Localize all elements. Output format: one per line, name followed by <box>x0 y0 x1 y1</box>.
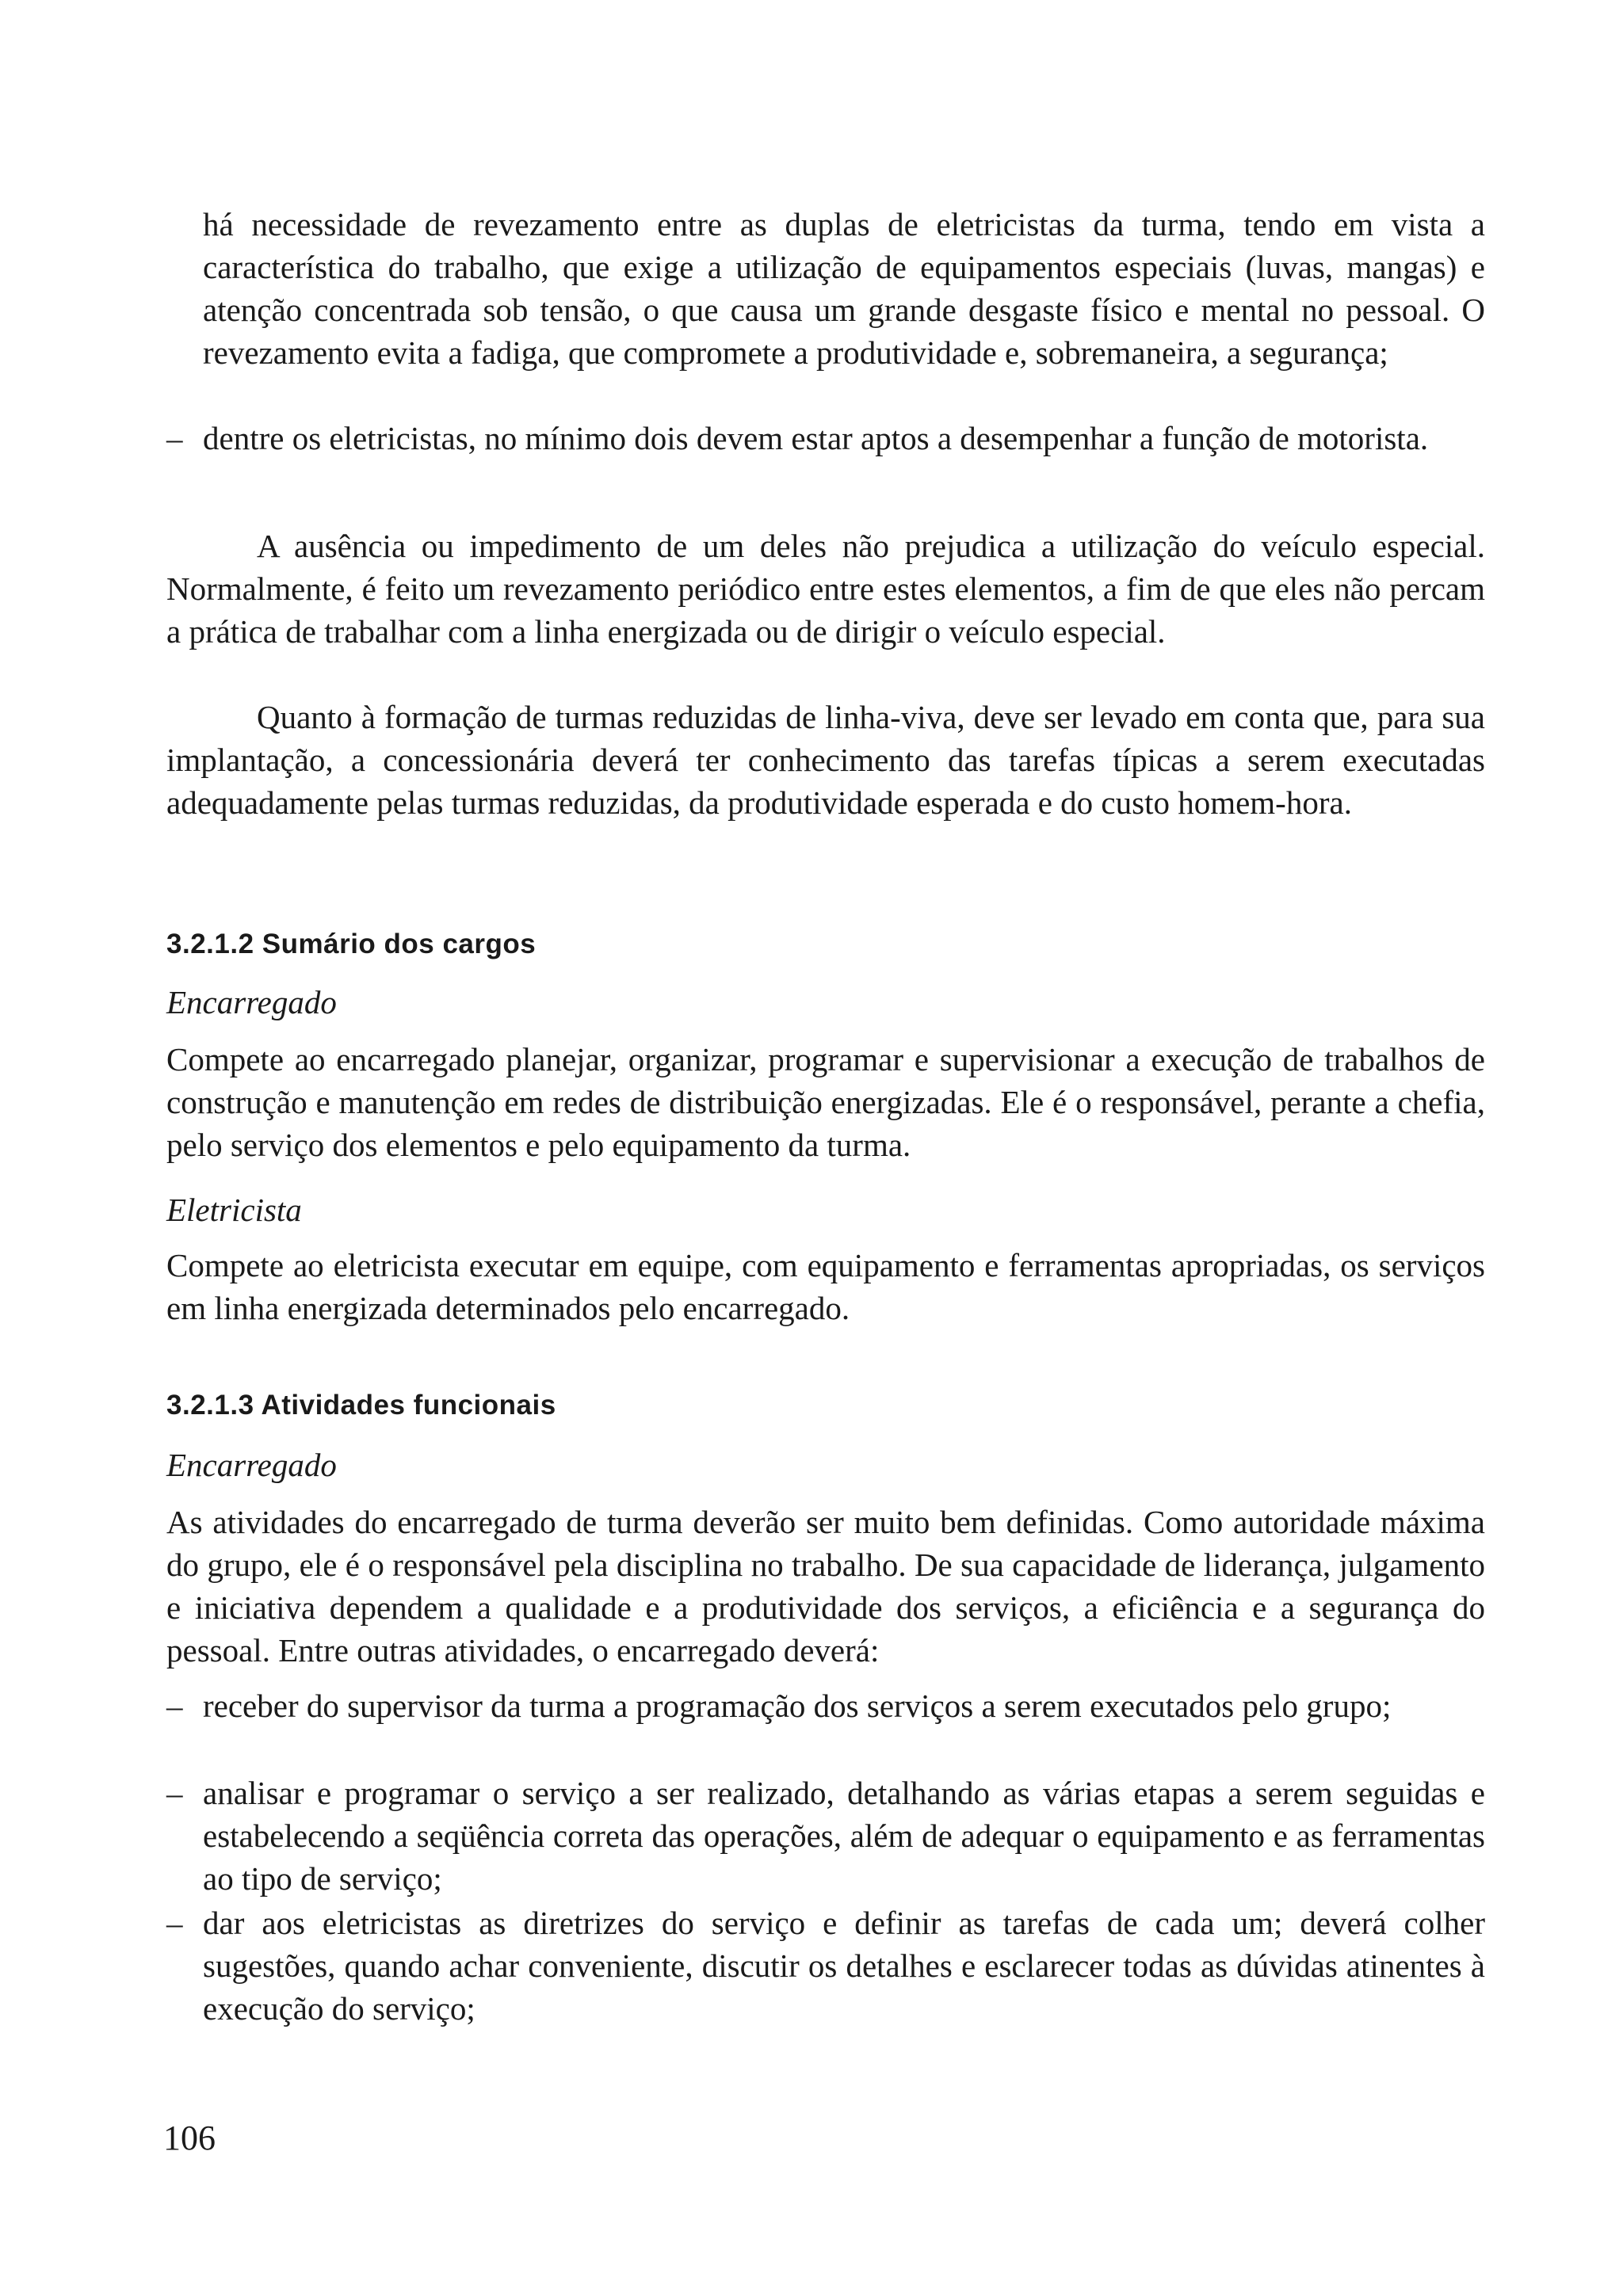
page-number: 106 <box>163 2119 216 2157</box>
subheading-encarregado: Encarregado <box>166 984 337 1020</box>
list-item-text: dar aos eletricistas as diretrizes do serviço e definir as tarefas de cada um; deverá colher sugestões, quando achar conveniente, discutir os detalhes e esclarecer todas as dúvidas atinentes à execução do serviço; <box>203 1905 1485 2027</box>
paragraph-eletricista-sumario: Compete ao eletricista executar em equipe, com equipamento e ferramentas apropriadas, os serviços em linha energizada determinados pelo encarregado. <box>166 1247 1485 1326</box>
paragraph-ausencia: A ausência ou impedimento de um deles não prejudica a utilização do veículo especial. Normalmente, é feito um revezamento periódico entre estes elementos, a fim de que eles não percam a prática de trabalhar com a linha energizada ou de dirigir o veículo especial. <box>166 528 1485 650</box>
paragraph-atividades-intro: As atividades do encarregado de turma deverão ser muito bem definidas. Como autoridade máxima do grupo, ele é o responsável pela disciplina no trabalho. De sua capacidade de liderança, julgamento e iniciativa dependem a qualidade e a produtividade dos serviços, a eficiência e a segurança do pessoal. Entre outras atividades, o encarregado deverá: <box>166 1504 1485 1669</box>
list-item-text: dentre os eletricistas, no mínimo dois devem estar aptos a desempenhar a função de motorista. <box>203 420 1429 456</box>
dash-bullet: – <box>166 420 183 456</box>
list-item-text: receber do supervisor da turma a programação dos serviços a serem executados pelo grupo; <box>203 1688 1392 1724</box>
dash-bullet: – <box>166 1905 183 1941</box>
list-item-dar <box>166 1901 1485 2030</box>
list-item-receber <box>166 1684 1485 1727</box>
paragraph-quanto: Quanto à formação de turmas reduzidas de linha-viva, deve ser levado em conta que, para sua implantação, a concessionária deverá ter conhecimento das tarefas típicas a serem executadas adequadamente pelas turmas reduzidas, da produtividade esperada e do custo homem-hora. <box>166 699 1485 821</box>
dash-bullet: – <box>166 1688 183 1724</box>
section-heading-sumario: 3.2.1.2 Sumário dos cargos <box>166 929 537 959</box>
subheading-eletricista: Eletricista <box>166 1192 302 1228</box>
section-heading-atividades: 3.2.1.3 Atividades funcionais <box>166 1390 556 1421</box>
continuation-paragraph: há necessidade de revezamento entre as duplas de eletricistas da turma, tendo em vista a característica do trabalho, que exige a utilização de equipamentos especiais (luvas, mangas) e atenção concentrada sob tensão, o que causa um grande desgaste físico e mental no pessoal. O revezamento evita a fadiga, que compromete a produtividade e, sobremaneira, a segurança; <box>203 206 1485 371</box>
paragraph-encarregado-sumario: Compete ao encarregado planejar, organizar, programar e supervisionar a execução de trabalhos de construção e manutenção em redes de distribuição energizadas. Ele é o responsável, perante a chefia, pelo serviço dos elementos e pelo equipamento da turma. <box>166 1041 1485 1163</box>
list-item-analisar <box>166 1772 1485 1900</box>
dash-bullet: – <box>166 1775 183 1811</box>
list-item-motorista <box>166 417 1485 460</box>
list-item-text: analisar e programar o serviço a ser realizado, detalhando as várias etapas a serem seguidas e estabelecendo a seqüência correta das operações, além de adequar o equipamento e as ferramentas ao tipo de serviço; <box>203 1775 1485 1897</box>
subheading-encarregado-atividades: Encarregado <box>166 1447 337 1483</box>
